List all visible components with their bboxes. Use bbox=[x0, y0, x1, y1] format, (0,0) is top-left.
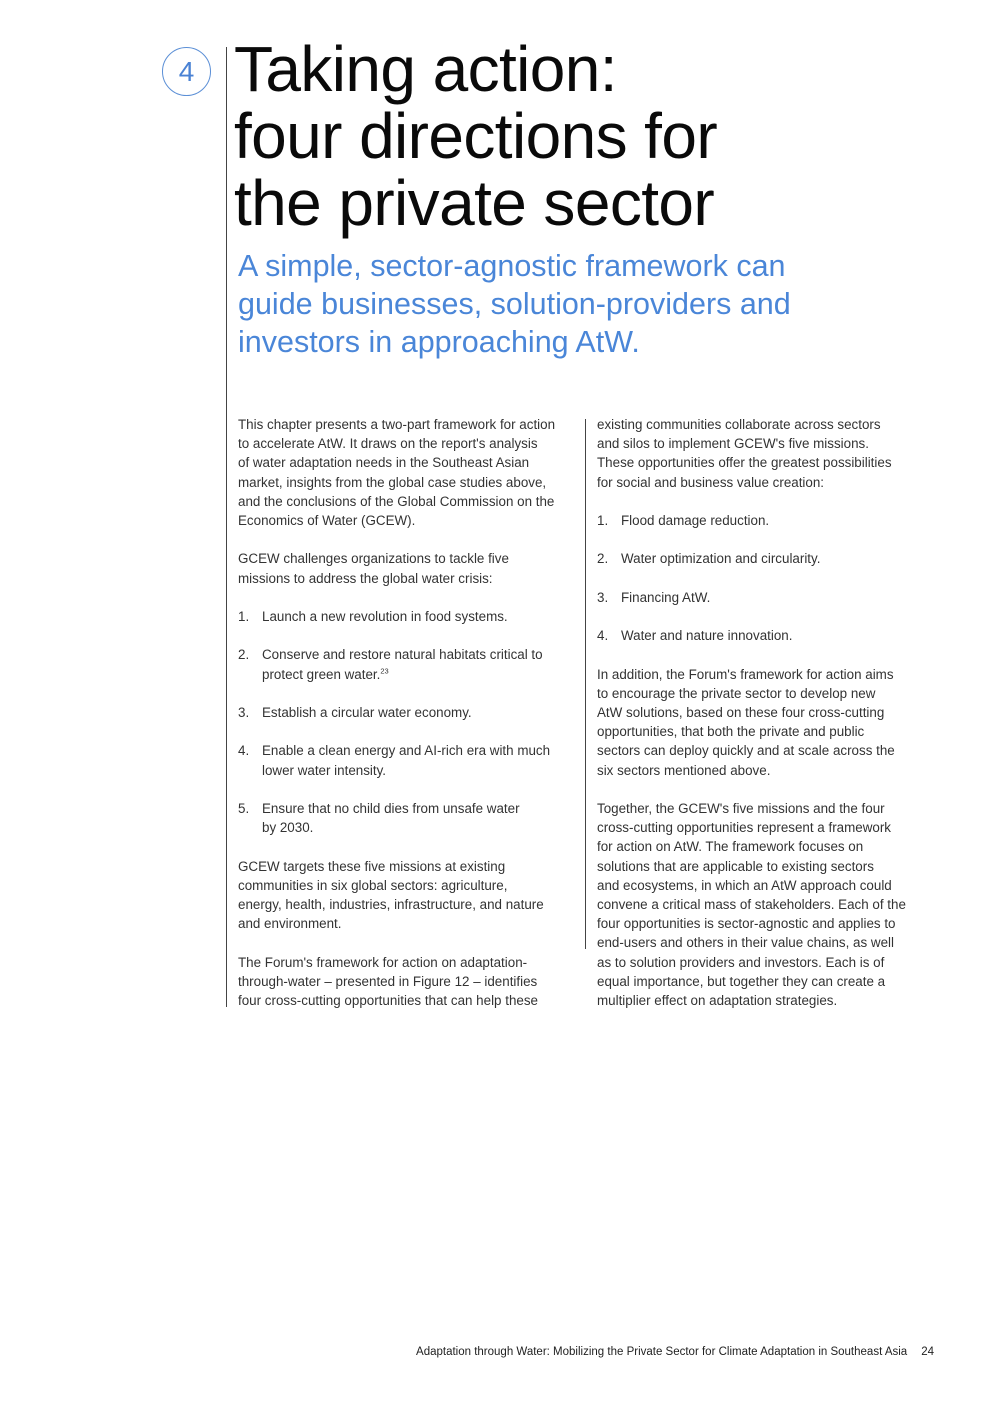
subtitle-line: A simple, sector-agnostic framework can bbox=[238, 249, 786, 283]
list-item bbox=[238, 741, 578, 779]
list-item bbox=[597, 511, 937, 530]
list-item-text: Launch a new revolution in food systems. bbox=[262, 609, 508, 624]
list-item bbox=[238, 703, 578, 722]
list-item-text: lower water intensity. bbox=[262, 762, 387, 778]
continued-paragraph bbox=[597, 415, 937, 492]
intro-paragraph bbox=[238, 415, 578, 530]
text-line: market, insights from the global case studies above, bbox=[238, 474, 547, 490]
text-line: as to solution providers and investors. Each is of bbox=[597, 954, 885, 970]
list-item-text: Ensure that no child dies from unsafe water bbox=[262, 800, 520, 816]
page-footer bbox=[416, 1346, 934, 1358]
list-item bbox=[238, 607, 578, 626]
text-line: AtW solutions, based on these four cross-cutting bbox=[597, 704, 885, 720]
list-item-text: protect green water. bbox=[262, 666, 381, 682]
list-number: 3. bbox=[238, 704, 250, 720]
list-item-text: Financing AtW. bbox=[621, 589, 711, 605]
footer-report-title: Adaptation through Water: bbox=[416, 1346, 550, 1358]
text-line: multiplier effect on adaptation strategies. bbox=[597, 993, 838, 1008]
text-line: opportunities, that both the private and public bbox=[597, 724, 865, 740]
text-line: sectors can deploy quickly and at scale across the bbox=[597, 743, 895, 759]
text-line: Together, the GCEW's five missions and the four bbox=[597, 800, 885, 816]
list-number: 1. bbox=[597, 513, 609, 528]
list-item-text: by 2030. bbox=[262, 820, 314, 836]
text-line: cross-cutting opportunities represent a framework bbox=[597, 820, 891, 836]
text-line: to accelerate AtW. It draws on the report's analysis bbox=[238, 436, 538, 452]
list-item-text: Water and nature innovation. bbox=[621, 628, 793, 644]
text-line: for social and business value creation: bbox=[597, 474, 825, 490]
text-line: and silos to implement GCEW's five missions. bbox=[597, 436, 869, 452]
opportunities-list bbox=[597, 511, 937, 645]
list-item bbox=[597, 549, 937, 568]
text-line: of water adaptation needs in the Southeast Asian bbox=[238, 455, 530, 471]
list-item-text: Enable a clean energy and AI-rich era with much bbox=[262, 743, 551, 759]
list-item bbox=[597, 588, 937, 607]
column-divider-line bbox=[585, 419, 586, 949]
text-line: convene a critical mass of stakeholders. Each of the bbox=[597, 896, 906, 912]
text-line: The Forum's framework for action on adaptation- bbox=[238, 954, 528, 970]
text-line: six sectors mentioned above. bbox=[597, 762, 771, 778]
title-line: the private sector bbox=[234, 167, 715, 239]
list-item-text: Flood damage reduction. bbox=[621, 513, 770, 528]
list-number: 3. bbox=[597, 589, 609, 605]
text-line: and ecosystems, in which an AtW approach could bbox=[597, 877, 892, 893]
missions-list bbox=[238, 607, 578, 837]
subtitle-line: guide businesses, solution-providers and bbox=[238, 287, 791, 321]
text-line: Economics of Water (GCEW). bbox=[238, 513, 416, 529]
list-number: 4. bbox=[597, 628, 609, 644]
title-divider-line bbox=[226, 47, 227, 1007]
list-number: 2. bbox=[238, 647, 250, 663]
page-title bbox=[234, 33, 914, 239]
text-line: four cross-cutting opportunities that can help these bbox=[238, 992, 538, 1008]
list-item bbox=[597, 626, 937, 645]
list-item-text: Water optimization and circularity. bbox=[621, 551, 821, 567]
footer-report-subtitle: Mobilizing the Private Sector for Climate Adaptation in Southeast Asia bbox=[549, 1346, 908, 1358]
text-line: solutions that are applicable to existing sectors bbox=[597, 858, 874, 874]
text-line: four opportunities is sector-agnostic and applies to bbox=[597, 916, 896, 932]
title-line: Taking action: bbox=[234, 33, 617, 105]
together-paragraph bbox=[597, 799, 937, 1010]
subtitle-line: investors in approaching AtW. bbox=[238, 325, 640, 359]
right-column bbox=[597, 415, 937, 1010]
chapter-number: 4 bbox=[178, 55, 195, 87]
missions-intro-paragraph bbox=[238, 549, 578, 587]
text-line: end-users and others in their value chains, as well bbox=[597, 935, 894, 951]
title-line: four directions for bbox=[234, 100, 718, 172]
framework-paragraph bbox=[238, 953, 578, 1011]
text-line: GCEW challenges organizations to tackle five bbox=[238, 551, 509, 567]
text-line: In addition, the Forum's framework for action aims bbox=[597, 666, 894, 682]
text-line: communities in six global sectors: agriculture, bbox=[238, 877, 508, 893]
footnote-reference: 23 bbox=[380, 666, 389, 676]
list-item-text: Establish a circular water economy. bbox=[262, 704, 472, 720]
list-number: 5. bbox=[238, 800, 250, 816]
text-line: for action on AtW. The framework focuses on bbox=[597, 839, 864, 855]
addition-paragraph bbox=[597, 665, 937, 780]
page-subtitle bbox=[238, 247, 918, 361]
text-line: energy, health, industries, infrastructure, and nature bbox=[238, 896, 544, 912]
text-line: missions to address the global water crisis: bbox=[238, 570, 493, 586]
text-line: equal importance, but together they can create a bbox=[597, 973, 886, 989]
list-number: 2. bbox=[597, 551, 609, 567]
list-number: 4. bbox=[238, 743, 250, 759]
targets-paragraph bbox=[238, 857, 578, 934]
page-number: 24 bbox=[921, 1346, 934, 1358]
text-line: and environment. bbox=[238, 916, 342, 932]
left-column bbox=[238, 415, 578, 1010]
list-item bbox=[238, 645, 578, 683]
list-item bbox=[238, 799, 578, 837]
text-line: to encourage the private sector to develop new bbox=[597, 685, 876, 701]
text-line: through-water – presented in Figure 12 – identifies bbox=[238, 973, 538, 989]
text-line: This chapter presents a two-part framework for action bbox=[238, 417, 556, 432]
list-item-text: Conserve and restore natural habitats critical to bbox=[262, 647, 543, 663]
text-line: existing communities collaborate across sectors bbox=[597, 417, 881, 432]
text-line: and the conclusions of the Global Commission on the bbox=[238, 493, 555, 509]
list-number: 1. bbox=[238, 609, 250, 624]
text-line: These opportunities offer the greatest possibilities bbox=[597, 455, 892, 471]
text-line: GCEW targets these five missions at existing bbox=[238, 858, 506, 874]
chapter-number-badge bbox=[162, 47, 211, 96]
